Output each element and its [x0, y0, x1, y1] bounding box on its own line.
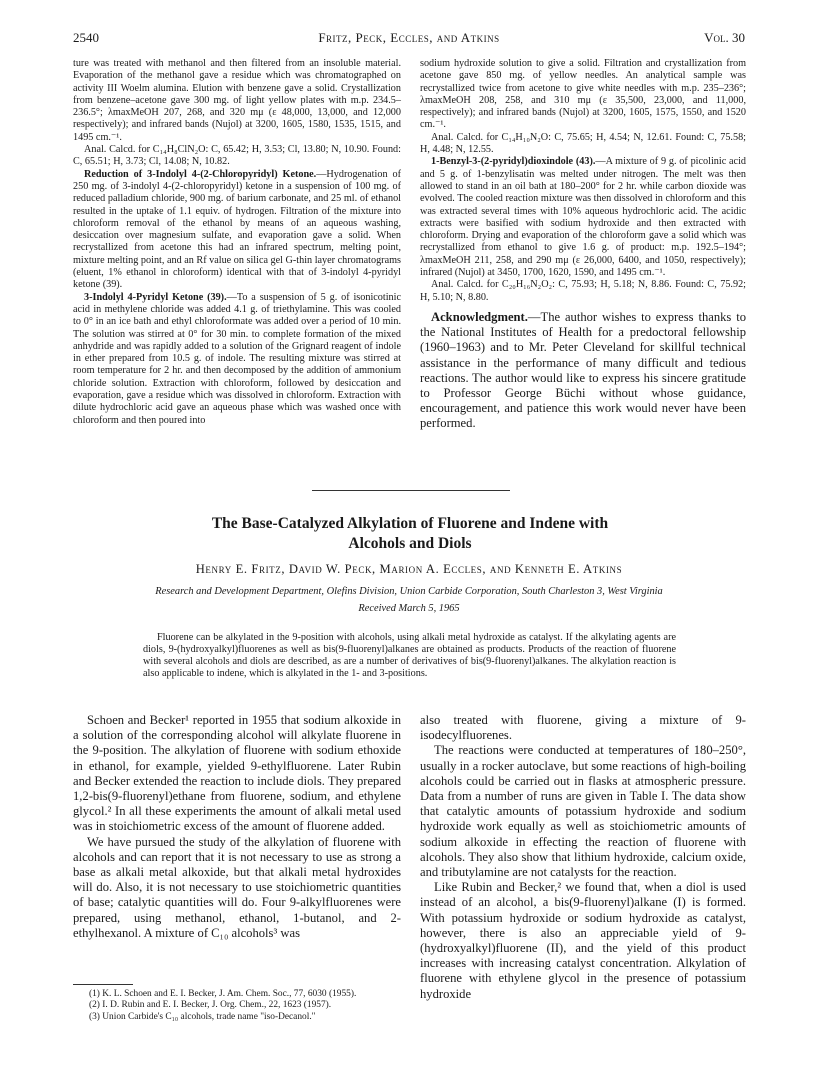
received-date: Received March 5, 1965 — [358, 603, 460, 614]
acknowledgment-text: —The author wishes to express thanks to the National Institutes of Health for a predoctoral fellowship (1960–1963) and to Mr. Peter Cleveland for skillful technical assistance in the performance of many difficult and tedious reactions. The author would like to express his sincere gratitude to Professor George Büchi without whose guidance, encouragement, and patience this work would never have been performed. — [420, 309, 746, 431]
paragraph — [73, 292, 401, 427]
paragraph-text: —A mixture of 9 g. of picolinic acid and 5 g. of 1-benzylisatin was melted under nitrogen. The melt was then allowed to stand in an oil bath at 180–200° for 2 hr. while carbon dioxide was evolved. The cooled reaction mixture was then dissolved in chloroform and this was extracted several times with 10% aqueous hydrochloric acid. The acidic extracts were basified with sodium hydroxide and then extracted with chloroform. Drying and evaporation of the chloroform gave a solid which was recrystallized from ethanol to give 1.6 g. of product: m.p. 192.5–194°; λmaxMeOH 211, 258, and 290 mμ (ε 26,000, 6400, and 1050, respectively); infrared (Nujol) at 3450, 1700, 1620, 1590, and 1495 cm.⁻¹. — [420, 156, 746, 279]
acknowledgment — [420, 310, 746, 432]
footnote: (1) K. L. Schoen and E. I. Becker, J. Am. Chem. Soc., 77, 6030 (1955). — [89, 989, 357, 999]
top-left-column — [73, 58, 401, 427]
analysis-paragraph: Anal. Calcd. for C₂₀H₁₆N₂O₂: C, 75.93; H, 5.18; N, 8.86. Found: C, 75.92; H, 5.10; N, 8.80. — [420, 279, 746, 303]
paragraph: We have pursued the study of the alkylation of fluorene with alcohols and can report that it is not necessary to use as strong a base as alkali metal alkoxide, but that alkali metal hydroxides will do. Also, it is not necessary to use stoichiometric quantities of base; catalytic quantities will do. Four 9-alkylfluorenes were prepared, using methanol, ethanol, 1-butanol, and 2-ethylhexanol. A mixture of C₁₀ alcohols³ was — [73, 834, 401, 940]
page-number: 2540 — [73, 30, 99, 45]
abstract: Fluorene can be alkylated in the 9-position with alcohols, using alkali metal hydroxide as catalyst. If the alkylating agents are diols, 9-(hydroxyalkyl)fluorenes as well as bis(9-fluorenyl)alkanes are obtained as products. Products of the reaction of fluorene with several alcohols and diols are described, as are a number of derivatives of bis(9-fluorenyl)alkanes. The alkylation reaction is also applicable to indene, which is alkylated in the 1- and 3-positions. — [143, 632, 676, 680]
paragraph: Like Rubin and Becker,² we found that, when a diol is used instead of an alcohol, a bis(9-fluorenyl)alkane (I) is formed. With potassium hydroxide or sodium hydroxide as catalyst, however, there is also an appreciable yield of 9-(hydroxyalkyl)fluorene (II), and the yield of this product increases with increasing catalyst concentration. Alkylation of fluorene with ethylene glycol in the presence of potassium hydroxide — [420, 880, 746, 1001]
footnote: (3) Union Carbide's C₁₀ alcohols, trade name "iso-Decanol." — [89, 1011, 316, 1022]
acknowledgment-heading: Acknowledgment. — [431, 309, 528, 324]
paragraph: also treated with fluorene, giving a mixture of 9-isodecylfluorenes. — [420, 713, 746, 743]
section-divider — [312, 490, 510, 491]
running-header — [73, 30, 745, 46]
article-authors: Henry E. Fritz, David W. Peck, Marion A. Eccles, and Kenneth E. Atkins — [195, 562, 623, 576]
section-heading: 1-Benzyl-3-(2-pyridyl)dioxindole (43). — [431, 156, 596, 168]
title-line: Alcohols and Diols — [348, 535, 472, 552]
analysis-paragraph: Anal. Calcd. for C₁₄H₈ClN₂O: C, 65.42; H, 3.53; Cl, 13.80; N, 10.90. Found: C, 65.51; H, 3.73; Cl, 14.08; N, 10.82. — [73, 144, 401, 168]
paragraph: ture was treated with methanol and then filtered from an insoluble material. Evaporation of the methanol gave a residue which was chromatographed on activity III Woelm alumina. Elution with benzene gave a solid. Crystallization from benzene–acetone gave 300 mg. of light yellow plates with m.p. 234.5–236.5°; λmaxMeOH 207, 268, and 320 mμ (ε 48,000, 13,000, and 12,000 respectively); and infrared bands (Nujol) at 3200, 1605, 1580, 1535, 1515, and 1495 cm.⁻¹. — [73, 58, 401, 143]
paragraph: Schoen and Becker¹ reported in 1955 that sodium alkoxide in a solution of the corresponding alcohol will alkylate fluorene in the 9-position. The alkylation of fluorene with sodium ethoxide in ethanol, for example, yielded 9-ethylfluorene. Later Rubin and Becker extended the reaction to include diols. They prepared 1,2-bis(9-fluorenyl)ethane from fluorene, sodium, and ethylene glycol.² In all these experiments the amount of alkali metal used was in stoichiometric excess of the amount of fluorene added. — [73, 713, 401, 834]
body-left-column — [73, 713, 401, 941]
paragraph: The reactions were conducted at temperatures of 180–250°, usually in a rocker autoclave, but some reactions of high-boiling alcohols could be carried out in flasks at atmospheric pressure. Data from a number of runs are given in Table I. The data show that catalytic amounts of potassium hydroxide and sodium hydroxide work equally as well as stoichiometric amounts of sodium alkoxide in effecting the reaction of fluorene with alcohols. They also show that lithium hydroxide, calcium oxide, and tributylamine are not catalysts for the reaction. — [420, 743, 746, 880]
paragraph-text: —To a suspension of 5 g. of isonicotinic acid in methylene chloride was added 4.1 g. of triethylamine. This was cooled to 0° in an ice bath and ethyl chloroformate was added over a period of 10 min. The solution was stirred at 0° for 30 min. to complete formation of the mixed anhydride and was rapidly added to a solution of the Grignard reagent of indole in ether prepared from 10.5 g. of indole. The resulting mixture was stirred at room temperature for 2 hr. and then decomposed by the addition of ammonium chloride solution. Extraction with chloroform, followed by desiccation and evaporation, gave a residue which was dissolved in chloroform. Extraction with dilute hydrochloric acid gave an aqueous phase which was washed once with chloroform and then poured into — [73, 291, 402, 426]
title-line: The Base-Catalyzed Alkylation of Fluorene and Indene with — [211, 515, 609, 532]
section-heading: 3-Indolyl 4-Pyridyl Ketone (39). — [84, 291, 227, 303]
paragraph — [73, 169, 401, 292]
footnote-divider — [73, 984, 133, 985]
paragraph — [420, 156, 746, 279]
article-title — [100, 514, 720, 554]
footnotes — [73, 989, 401, 1023]
volume-label: Vol. 30 — [704, 30, 745, 45]
analysis-paragraph: Anal. Calcd. for C₁₄H₁₀N₂O: C, 75.65; H, 4.54; N, 12.61. Found: C, 75.58; H, 4.48; N, 12.55. — [420, 131, 746, 156]
footnote: (2) I. D. Rubin and E. I. Becker, J. Org. Chem., 22, 1623 (1957). — [89, 1000, 332, 1011]
body-right-column — [420, 713, 746, 1002]
paragraph-text: —Hydrogenation of 250 mg. of 3-indolyl 4-(2-chloropyridyl) ketone in a suspension of 100 mg. of reduced palladium chloride, 900 mg. of barium carbonate, and 25 ml. of ethanol resulted in the uptake of 1.1 equiv. of hydrogen. Filtration of the mixture into chloroform removal of the ethanol by means of an aqueous washing, desiccation over magnesium sulfate, and evaporation gave a solid. When recrystallized from acetone this had an infrared spectrum, melting point, mixture melting point, and an Rf value on silica gel G-thin layer chromatograms (eluent, 1% ethanol in chloroform) identical with that of 3-indolyl 4-pyridyl ketone (39). — [73, 168, 401, 291]
paragraph: sodium hydroxide solution to give a solid. Filtration and crystallization from acetone gave 850 mg. of yellow needles. An analytical sample was recrystallized twice from acetone to give white needles with m.p. 235–236°; λmaxMeOH 208, 258, and 310 mμ (ε 35,500, 23,000, and 11,000, respectively); and infrared bands (Nujol) at 3200, 1605, 1575, 1550, and 1520 cm.⁻¹. — [420, 58, 746, 131]
affiliation: Research and Development Department, Olefins Division, Union Carbide Corporation, South Charleston 3, West Virginia — [155, 586, 663, 597]
section-heading: Reduction of 3-Indolyl 4-(2-Chloropyridyl) Ketone. — [84, 168, 317, 180]
top-right-column — [420, 58, 746, 432]
running-authors: Fritz, Peck, Eccles, and Atkins — [318, 30, 500, 45]
